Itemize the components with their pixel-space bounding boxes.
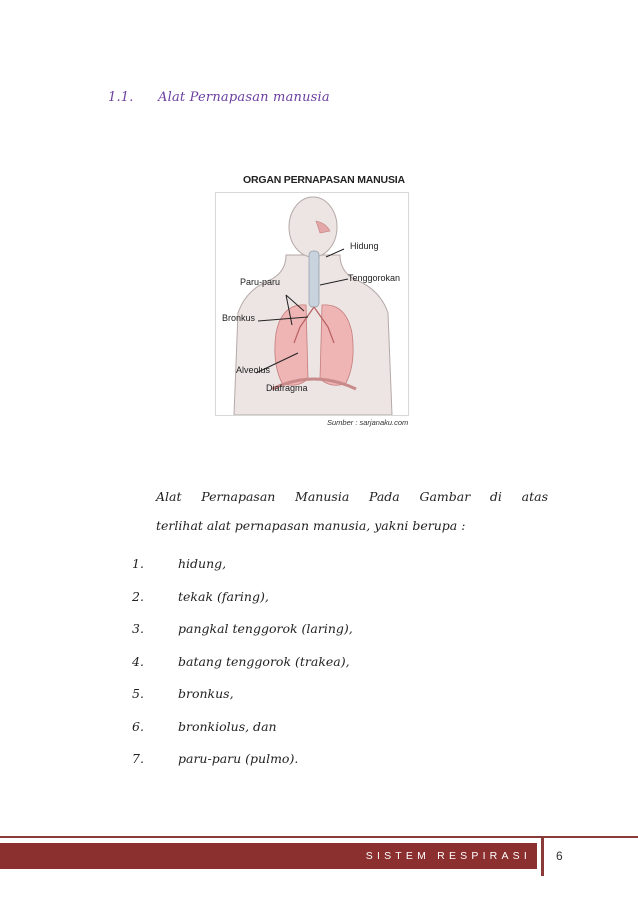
list-text: tekak (faring), [178,588,269,604]
list-number: 6. [132,718,144,734]
organ-list [132,556,552,784]
list-text: batang tenggorok (trakea), [178,653,350,669]
section-title: Alat Pernapasan manusia [158,90,330,105]
list-text: paru-paru (pulmo). [178,751,299,766]
figure-source: Sumber : sarjanaku.com [327,418,409,427]
list-item [132,686,552,719]
page-number: 6 [556,849,563,863]
label-tenggorokan: Tenggorokan [348,273,401,283]
list-text: hidung, [178,556,227,571]
paragraph-line-1: Alat Pernapasan Manusia Pada Gambar di atas [156,489,548,504]
list-number: 3. [132,621,144,636]
label-alveolus: Alveolus [236,365,271,375]
list-item [132,654,552,687]
body-illustration [216,193,408,415]
list-text: pangkal tenggorok (laring), [178,621,353,636]
list-item [132,556,552,589]
list-item [132,621,552,654]
list-number: 1. [132,556,144,571]
label-hidung: Hidung [350,241,379,251]
list-item [132,751,552,784]
paragraph-line-2: terlihat alat pernapasan manusia, yakni berupa : [156,518,466,533]
figure-frame [215,192,409,416]
section-number: 1.1. [108,90,134,105]
list-number: 5. [132,686,144,701]
footer-divider [541,838,544,876]
list-number: 4. [132,653,144,669]
label-diafragma: Diafragma [266,383,308,393]
list-item [132,719,552,752]
list-text: bronkiolus, dan [178,718,277,734]
label-paru-paru: Paru-paru [240,277,281,287]
section-heading [108,90,330,105]
list-text: bronkus, [178,686,234,701]
intro-paragraph [156,482,548,540]
list-item [132,589,552,622]
figure-title: ORGAN PERNAPASAN MANUSIA [243,174,405,186]
footer-title: SISTEM RESPIRASI [365,850,531,862]
list-number: 2. [132,588,144,604]
label-bronkus: Bronkus [222,313,256,323]
respiratory-organs-figure [215,166,425,434]
list-number: 7. [132,751,144,766]
